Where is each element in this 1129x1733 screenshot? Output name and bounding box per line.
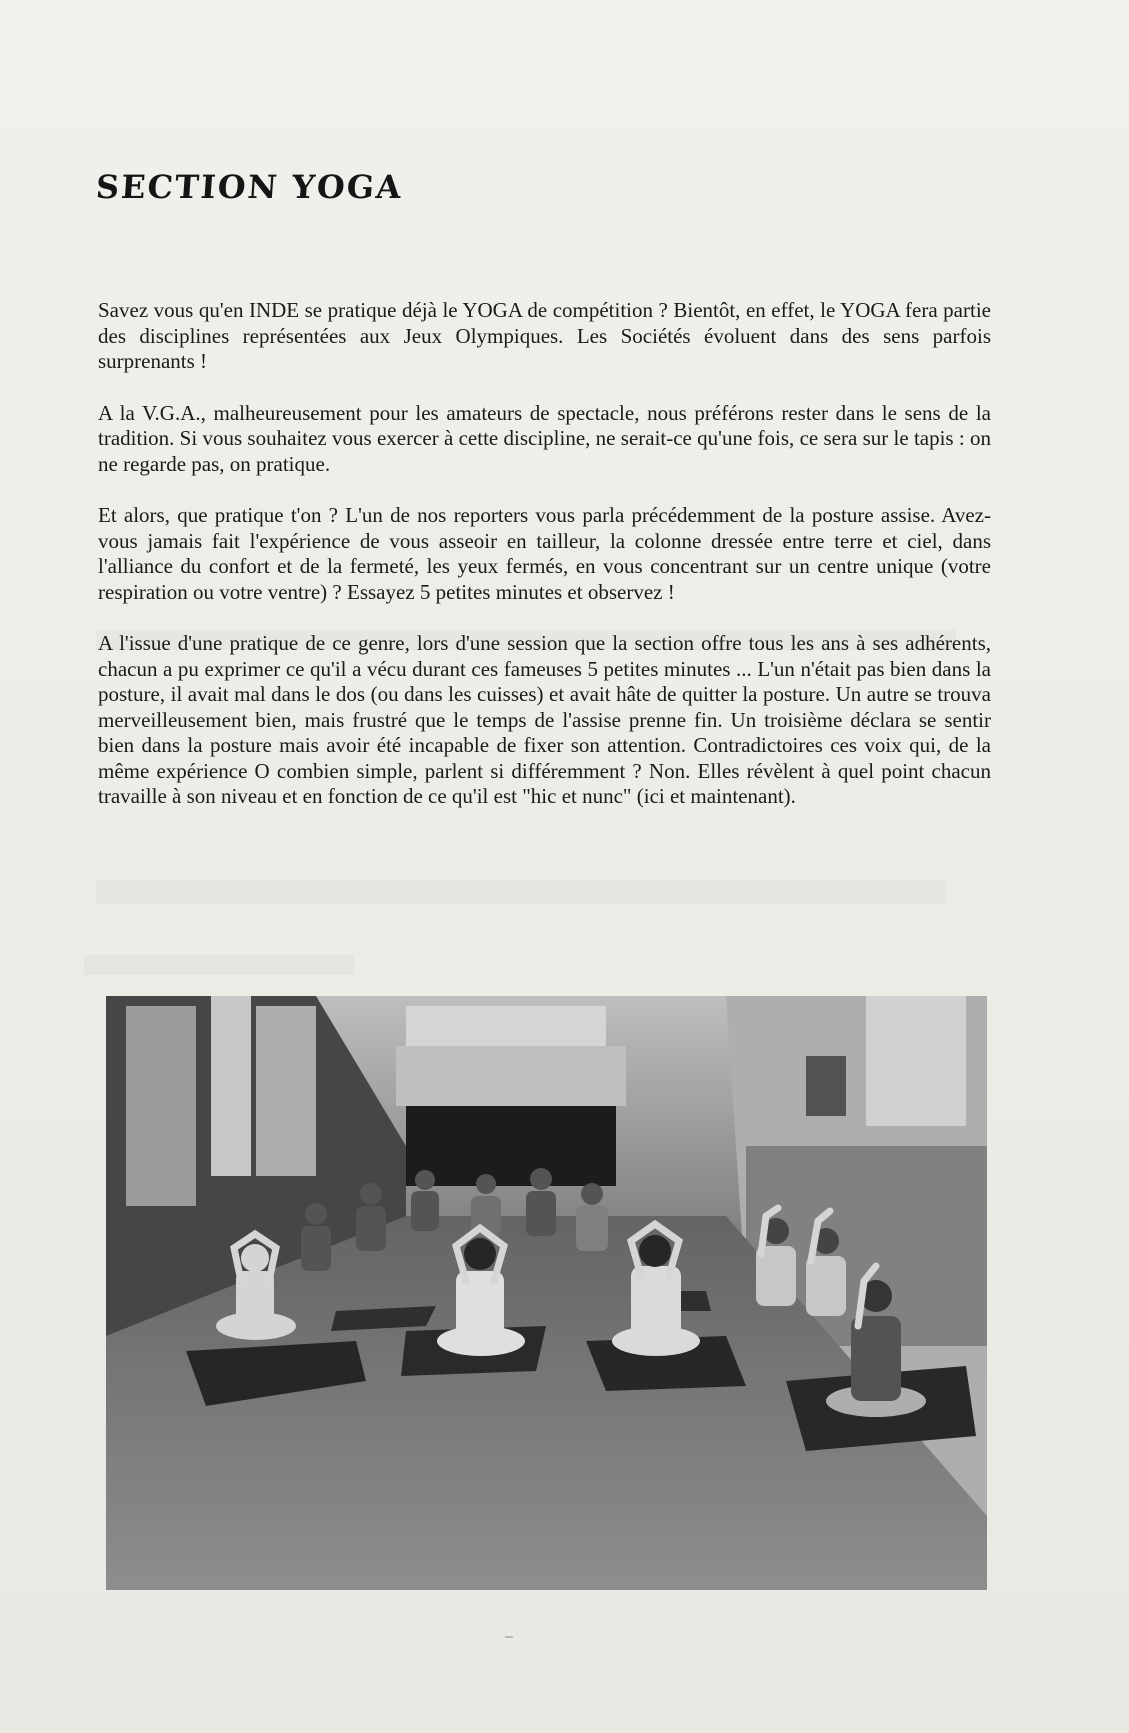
- bleed-through-shadow: [84, 955, 354, 975]
- article-body: [98, 298, 991, 836]
- paragraph: Et alors, que pratique t'on ? L'un de nos reporters vous parla précédemment de la posture assise. Avez-vous jamais fait l'expérience de vous asseoir en tailleur, la colonne dressée entre terre et ciel, dans l'alliance du confort et de la fermeté, les yeux fermés, en vous concentrant sur un centre unique (votre respiration ou votre ventre) ? Essayez 5 petites minutes et observez !: [98, 503, 991, 604]
- yoga-class-photo: [106, 996, 987, 1590]
- paragraph: A la V.G.A., malheureusement pour les amateurs de spectacle, nous préférons rester dans le sens de la tradition. Si vous souhaitez vous exercer à cette discipline, ne serait-ce qu'une fois, ce sera sur le tapis : on ne regarde pas, on pratique.: [98, 400, 991, 476]
- photo-illustration: [106, 996, 987, 1590]
- bleed-through-shadow: [96, 880, 946, 904]
- photo-shade: [106, 996, 987, 1590]
- paper-speck: [505, 1636, 513, 1638]
- paragraph: Savez vous qu'en INDE se pratique déjà le YOGA de compétition ? Bientôt, en effet, le YOGA fera partie des disciplines représentées aux Jeux Olympiques. Les Sociétés évoluent dans des sens parfois surprenants !: [98, 298, 991, 373]
- paragraph: A l'issue d'une pratique de ce genre, lors d'une session que la section offre tous les ans à ses adhérents, chacun a pu exprimer ce qu'il a vécu durant ces fameuses 5 petites minutes ... L'un n'était pas bien dans la posture, il avait mal dans le dos (ou dans les cuisses) et avait hâte de quitter la posture. Un autre se trouva merveilleusement bien, mais frustré que le temps de l'assise prenne fin. Un troisième déclara se sentir bien dans la posture mais avoir été incapable de fixer son attention. Contradictoires ces voix qui, de la même expérience O combien simple, parlent si différemment ? Non. Elles révèlent à quel point chacun travaille à son niveau et en fonction de ce qu'il est "hic et nunc" (ici et maintenant).: [98, 631, 991, 808]
- section-title: SECTION YOGA: [94, 168, 405, 206]
